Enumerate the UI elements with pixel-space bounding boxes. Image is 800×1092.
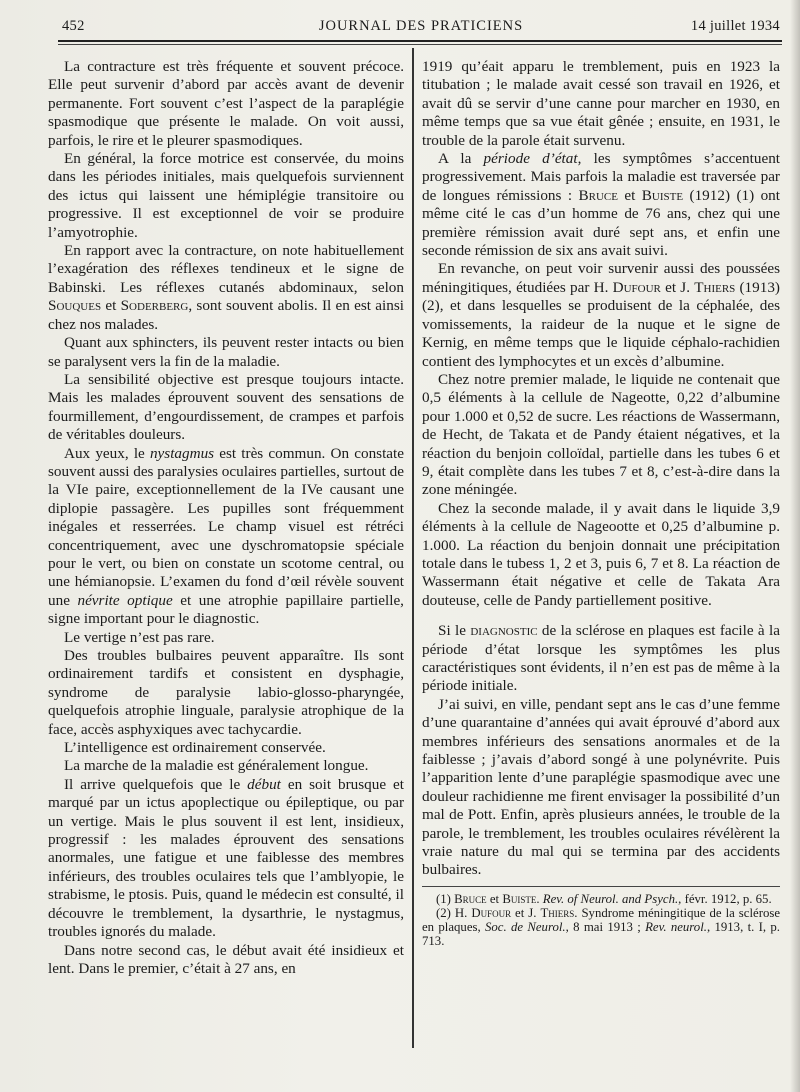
- text-span: , 8 mai 1913 ;: [565, 919, 646, 934]
- text-span: et J.: [660, 278, 695, 296]
- author-name: Dufour: [612, 278, 661, 296]
- text-span: En rapport avec la contracture, on note habituellement l’exagération des réflexes tendineux et le signe de Babinski. Les réflexes cutanés abdominaux, selon: [48, 242, 404, 296]
- text-span: Aux yeux, le: [64, 444, 150, 462]
- text-span: , les symptômes s’accentuent progressivement. Mais parfois la maladie est traversée par de longues rémissions :: [422, 150, 781, 204]
- text-span: .: [536, 891, 543, 906]
- text-span: (1912) (1) ont même cité le cas d’un homme de 76 ans, chez qui une première rémission avait duré sept ans, et enfin une seconde rémission de six ans avait suivi.: [422, 186, 780, 260]
- text-span: et: [486, 891, 503, 906]
- paragraph-diagnostic: [422, 622, 780, 696]
- section-keyword: diagnostic: [470, 622, 538, 640]
- paragraph-contracture: La contracture est très fréquente et souvent précoce. Elle peut survenir d’abord par accès avant de devenir permanente. Fort souvent c’est l’aspect de la paraplégie spasmodique que présente le malade. On voit aussi, parfois, le rire et le pleurer spasmodiques.: [48, 58, 404, 149]
- paragraph-seconde-malade: Chez la seconde malade, il y avait dans le liquide 3,9 éléments à la cellule de Nageootte et 0,25 d’albumine p. 1.000. La réaction du benjoin donnait une précipitation totale dans le tubess 1, 2 et 3, puis 6, 7 et 8. La réaction de Wassermann était négative et celle de Takata Ara douteuse, celle de Pandy partiellement positive.: [422, 499, 780, 609]
- footnote-1: [422, 892, 780, 906]
- issue-date: 14 juillet 1934: [690, 18, 780, 34]
- page-edge-shadow: [790, 0, 800, 1092]
- section-gap: [422, 610, 780, 622]
- paragraph-reflexes: [48, 242, 404, 334]
- paragraph-sphincters: Quant aux sphincters, ils peuvent rester intacts ou bien se paralysent vers la fin de la maladie.: [48, 334, 404, 370]
- paragraph-yeux: [48, 445, 404, 629]
- italic-term: nystagmus: [149, 444, 215, 462]
- paragraph-force-motrice: En général, la force motrice est conservée, du moins dans les périodes initiales, mais quelquefois surviennent des ictus qui laissent une hémiplégie transitoire ou progressive. Il est exceptionnel de voir se produire l’amyotrophie.: [48, 150, 404, 241]
- footnote-rule: [422, 886, 780, 887]
- footnote-2: [422, 906, 780, 948]
- author-name: Buiste: [502, 891, 537, 906]
- author-name: Thiers: [694, 278, 736, 296]
- page-number: 452: [62, 18, 85, 34]
- text-span: de la sclérose en plaques est facile à la période d’état lorsque les symptômes les plus caractéristiques sont évidents, il n’en est pas de même à la période initiale.: [422, 622, 780, 695]
- paragraph-cas-clinique: J’ai suivi, en ville, pendant sept ans le cas d’une femme d’une quarantaine d’années qui avait éprouvé d’abord aux membres inférieurs des sensations anormales et de la faiblesse ; j’avais d’abord songé à une polynévrite. Puis l’apparition lente d’une paraplégie spasmodique avec une douleur rachidienne me firent envisager la possibilité d’un mal de Pott. Enfin, après plusieurs années, le trouble de la parole, le tremblement, les troubles oculaires révélèrent la vraie nature du mal qui se termina par des accidents bulbaires.: [422, 695, 780, 879]
- author-name: Thiers: [540, 905, 575, 920]
- text-span: , févr. 1912, p. 65.: [678, 891, 772, 906]
- journal-title: JOURNAL DES PRATICIENS: [318, 18, 524, 34]
- text-span: , sont souvent abolis. Il en est ainsi chez nos malades.: [48, 297, 404, 333]
- paragraph-vertige: Le vertige n’est pas rare.: [64, 628, 215, 646]
- author-name: Dufour: [471, 905, 512, 920]
- column-divider: [412, 48, 414, 1048]
- italic-term: période d’état: [483, 150, 578, 168]
- paragraph-poussees: [422, 260, 780, 370]
- text-span: . Syndrome méningitique de la sclérose en plaques,: [422, 905, 781, 934]
- text-span: A la: [438, 150, 484, 168]
- journal-ref: Rev. of Neurol. and Psych.: [542, 891, 679, 906]
- author-name: Souques: [48, 297, 102, 315]
- text-span: En revanche, on peut voir survenir aussi des poussées méningitiques, étudiées par H.: [422, 260, 780, 296]
- paragraph-periode-etat: [422, 150, 780, 260]
- text-span: et une atrophie papillaire partielle, signe important pour le diagnostic.: [48, 591, 404, 628]
- journal-ref: Soc. de Neurol.: [484, 919, 566, 934]
- paragraph-second-cas: Dans notre second cas, le début avait été insidieux et lent. Dans le premier, c’était à 27 ans, en: [48, 941, 404, 977]
- author-name: Bruce: [454, 891, 487, 906]
- text-span: Il arrive quelquefois que le: [64, 775, 248, 793]
- paragraph-premier-malade: Chez notre premier malade, le liquide ne contenait que 0,5 éléments à la cellule de Nageotte, 0,22 d’albumine pour 1.000 et 0,52 de sucre. Les réactions de Wassermann, de Hecht, de Takata et de Pandy étaient négatives, et la réaction du benjoin colloïdal, partielle dans les tubes 6 et 9, était complète dans les tubes 7 et 8, c’est-à-dire dans la zone méningée.: [422, 370, 780, 499]
- text-span: et: [617, 186, 642, 204]
- paragraph-marche: La marche de la maladie est généralement longue.: [64, 757, 369, 775]
- text-span: (1): [436, 891, 455, 906]
- author-name: Buiste: [641, 186, 684, 204]
- italic-term: névrite optique: [77, 591, 173, 609]
- footnotes: [422, 892, 780, 948]
- text-span: (1913) (2), et dans lesquelles se produisent de la céphalée, des vomissements, la raideur de la nuque et le signe de Kernig, en même temps que le liquide céphalo-rachidien contient des lymphocytes et un excès d’albumine.: [422, 278, 780, 370]
- author-name: Soderberg: [120, 297, 189, 315]
- right-column: [422, 58, 780, 948]
- left-column: [48, 58, 404, 978]
- running-header: [62, 18, 780, 38]
- author-name: Bruce: [578, 186, 618, 204]
- header-rule-thin: [58, 44, 782, 45]
- text-span: en soit brusque et marqué par un ictus apoplectique ou épileptique, ou par un vertige. Mais le plus souvent il est lent, insidieux, progressif : les malades éprouvent des sensations anormales, une fatigue et une faiblesse des membres inférieurs, des troubles oculaires tels que l’amblyopie, le strabisme, le ptosis. Puis, quand le médecin est consulté, il découvre le tremblement, la dysarthrie, le nystagmus, troubles ignorés du malade.: [48, 775, 404, 941]
- paragraph-bulbaires: Des troubles bulbaires peuvent apparaître. Ils sont ordinairement tardifs et consistent en dysphagie, syndrome de paralysie labio-glosso-pharyngée, quelquefois atrophie linguale, paralysie atrophique de la face, accès asphyxiques avec tachycardie.: [48, 647, 404, 738]
- paragraph-intelligence: L’intelligence est ordinairement conservée.: [64, 739, 326, 757]
- paragraph-debut: [48, 776, 404, 942]
- paragraph-continuation: 1919 qu’éait apparu le tremblement, puis en 1923 la titubation ; le malade avait cessé son travail en 1926, et avait dû se servir d’une canne pour marcher en 1930, en même temps que sa vue était gênée ; ensuite, en 1931, le trouble de la parole était survenu.: [422, 58, 780, 149]
- journal-ref: Rev. neurol.: [645, 919, 707, 934]
- text-span: Si le: [438, 622, 471, 640]
- text-span: (2) H.: [436, 905, 472, 920]
- paragraph-sensibilite: La sensibilité objective est presque toujours intacte. Mais les malades éprouvent souvent des sensations de fourmillement, d’engourdissement, de crampes et parfois de véritables douleurs.: [48, 370, 404, 444]
- text-span: , 1913, t. I, p. 713.: [422, 919, 780, 948]
- italic-term: début: [247, 775, 281, 793]
- text-span: est très commun. On constate souvent aussi des paralysies oculaires partielles, surtout de la VIe paire, exceptionnellement de la IVe causant une diplopie passagère. Les pupilles sont fréquemment inégales et resserrées. Le champ visuel est rétréci concentriquement, avec une dyschromatopsie spéciale pour le vert, ou bien on constate un scotome central, ou une hémianopsie. L’examen du fond d’œil révèle souvent une: [48, 444, 404, 609]
- header-rule: [58, 40, 782, 42]
- text-span: et: [101, 297, 121, 315]
- text-span: et J.: [511, 905, 541, 920]
